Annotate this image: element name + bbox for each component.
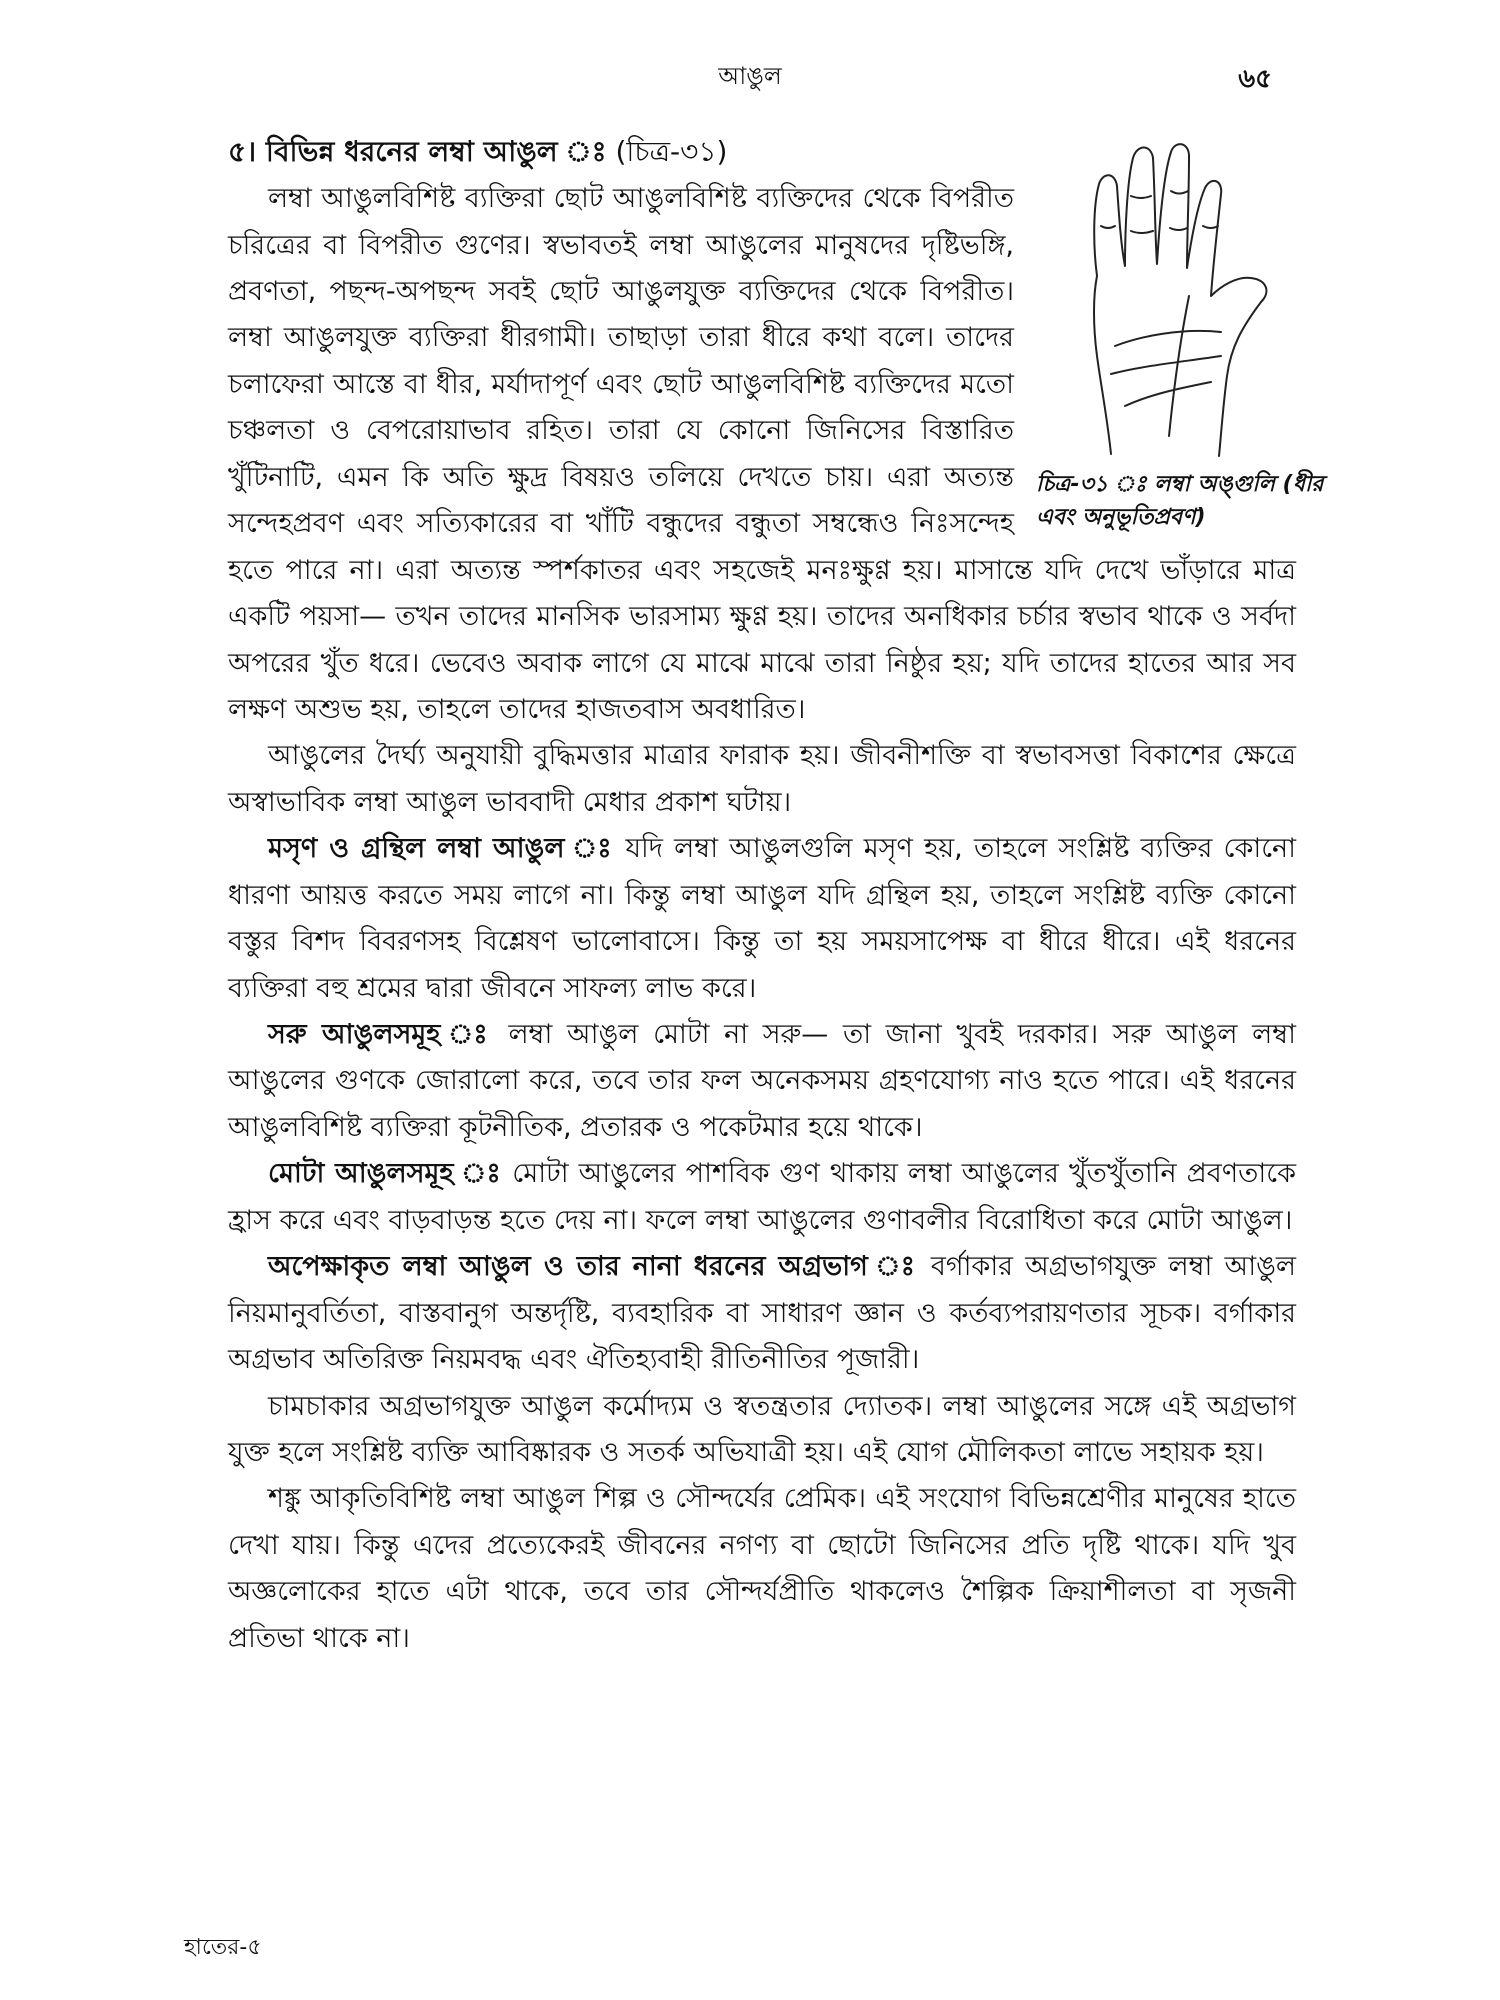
paragraph-4-heading: সরু আঙুলসমূহ ঃ — [268, 1019, 494, 1051]
paragraph-6 — [228, 1244, 1296, 1383]
paragraph-5 — [228, 1151, 1296, 1244]
running-head — [0, 58, 1500, 98]
paragraph-4-text: লম্বা আঙুল মোটা না সরু— তা জানা খুবই দরকার। সরু আঙুল লম্বা আঙুলের গুণকে জোরালো করে, তবে তার ফল অনেকসময় গ্রহণযোগ্য নাও হতে পারে। এই ধরনের আঙুলবিশিষ্ট ব্যক্তিরা কূটনীতিক, প্রতারক ও পকেটমার হয়ে থাকে। — [228, 1019, 1296, 1143]
figure-caption: চিত্র-৩১ ঃ লম্বা অঙ্গুলি (ধীর এবং অনুভূতিপ্রবণ) — [1036, 472, 1324, 530]
page-number: ৬৫ — [1238, 64, 1272, 94]
paragraph-5-text: মোটা আঙুলের পাশবিক গুণ থাকায় লম্বা আঙুলের খুঁতখুঁতানি প্রবণতাকে হ্রাস করে এবং বাড়বাড়ন্ত হতে দেয় না। ফলে লম্বা আঙুলের গুণাবলীর বিরোধিতা করে মোটা আঙুল। — [228, 1158, 1296, 1236]
body-text — [228, 128, 1324, 1662]
paragraph-3-text: যদি লম্বা আঙুলগুলি মসৃণ হয়, তাহলে সংশ্লিষ্ট ব্যক্তির কোনো ধারণা আয়ত্ত করতে সময় লাগে না। কিন্তু লম্বা আঙুল যদি গ্রন্থিল হয়, তাহলে সংশ্লিষ্ট ব্যক্তি কোনো বস্তুর বিশদ বিবরণসহ বিশ্লেষণ ভালোবাসে। কিন্তু তা হয় সময়সাপেক্ষ বা ধীরে ধীরে। এই ধরনের ব্যক্তিরা বহু শ্রমের দ্বারা জীবনে সাফল্য লাভ করে। — [228, 833, 1296, 1004]
figure-31 — [1036, 128, 1336, 534]
paragraph-4 — [228, 1012, 1296, 1151]
section-heading-title: ৫। বিভিন্ন ধরনের লম্বা আঙুল ঃ — [228, 135, 607, 168]
footer-signature: হাতের-৫ — [184, 1935, 262, 1960]
paragraph-1: লম্বা আঙুলবিশিষ্ট ব্যক্তিরা ছোট আঙুলবিশিষ্ট ব্যক্তিদের থেকে বিপরীত চরিত্রের বা বিপরীত গুণের। স্বভাবতই লম্বা আঙুলের মানুষদের দৃষ্টিভঙ্গি, প্রবণতা, পছন্দ-অপছন্দ সবই ছোট আঙুলযুক্ত ব্যক্তিদের থেকে বিপরীত। লম্বা আঙুলযুক্ত ব্যক্তিরা ধীরগামী। তাছাড়া তারা ধীরে কথা বলে। তাদের চলাফেরা আস্তে বা ধীর, মর্যাদাপূর্ণ এবং ছোট আঙুলবিশিষ্ট ব্যক্তিদের মতো চঞ্চলতা ও বেপরোয়াভাব রহিত। তারা যে কোনো জিনিসের বিস্তারিত খুঁটিনাটি, এমন কি অতি ক্ষুদ্র বিষয়ও তলিয়ে দেখতে চায়। এরা অত্যন্ত সন্দেহপ্রবণ এবং সত্যিকারের বা খাঁটি বন্ধুদের বন্ধুতা সম্বন্ধেও নিঃসন্দেহ হতে পারে না। এরা অত্যন্ত স্পর্শকাতর এবং সহজেই মনঃক্ষুণ্ণ হয়। মাসান্তে যদি দেখে ভাঁড়ারে মাত্র একটি পয়সা— তখন তাদের মানসিক ভারসাম্য ক্ষুণ্ণ হয়। তাদের অনধিকার চর্চার স্বভাব থাকে ও সর্বদা অপরের খুঁত ধরে। ভেবেও অবাক লাগে যে মাঝে মাঝে তারা নিষ্ঠুর হয়; যদি তাদের হাতের আর সব লক্ষণ অশুভ হয়, তাহলে তাদের হাজতবাস অবধারিত। — [228, 183, 1296, 725]
running-title: আঙুল — [718, 62, 782, 90]
paragraph-3-heading: মসৃণ ও গ্রন্থিল লম্বা আঙুল ঃ — [268, 833, 615, 865]
paragraph-7: চামচাকার অগ্রভাগযুক্ত আঙুল কর্মোদ্যম ও স্বতন্ত্রতার দ্যোতক। লম্বা আঙুলের সঙ্গে এই অগ্রভাগ যুক্ত হলে সংশ্লিষ্ট ব্যক্তি আবিষ্কারক ও সতর্ক অভিযাত্রী হয়। এই যোগ মৌলিকতা লাভে সহায়ক হয়। — [228, 1390, 1296, 1468]
paragraph-6-text: বর্গাকার অগ্রভাগযুক্ত লম্বা আঙুল নিয়মানুবর্তিতা, বাস্তবানুগ অন্তর্দৃষ্টি, ব্যবহারিক বা সাধারণ জ্ঞান ও কর্তব্যপরায়ণতার সূচক। বর্গাকার অগ্রভাব অতিরিক্ত নিয়মবদ্ধ এবং ঐতিহ্যবাহী রীতিনীতির পূজারী। — [228, 1251, 1297, 1376]
long-fingered-hand-illustration — [1071, 136, 1301, 466]
paragraph-6-heading: অপেক্ষাকৃত লম্বা আঙুল ও তার নানা ধরনের অগ্রভাগ ঃ — [268, 1251, 919, 1283]
paragraph-8: শঙ্কু আকৃতিবিশিষ্ট লম্বা আঙুল শিল্প ও সৌন্দর্যের প্রেমিক। এই সংযোগ বিভিন্নশ্রেণীর মানুষের হাতে দেখা যায়। কিন্তু এদের প্রত্যেকেরই জীবনের নগণ্য বা ছোটো জিনিসের প্রতি দৃষ্টি থাকে। যদি খুব অজ্ঞলোকের হাতে এটা থাকে, তবে তার সৌন্দর্যপ্রীতি থাকলেও শৈল্পিক ক্রিয়াশীলতা বা সৃজনী প্রতিভা থাকে না। — [228, 1483, 1296, 1654]
section-heading-ref: (চিত্র-৩১) — [615, 135, 728, 168]
paragraph-3 — [228, 826, 1296, 1012]
paragraph-2: আঙুলের দৈর্ঘ্য অনুযায়ী বুদ্ধিমত্তার মাত্রার ফারাক হয়। জীবনীশক্তি বা স্বভাবসত্তা বিকাশের ক্ষেত্রে অস্বাভাবিক লম্বা আঙুল ভাববাদী মেধার প্রকাশ ঘটায়। — [228, 740, 1296, 818]
paragraph-5-heading: মোটা আঙুলসমূহ ঃ — [268, 1158, 503, 1190]
